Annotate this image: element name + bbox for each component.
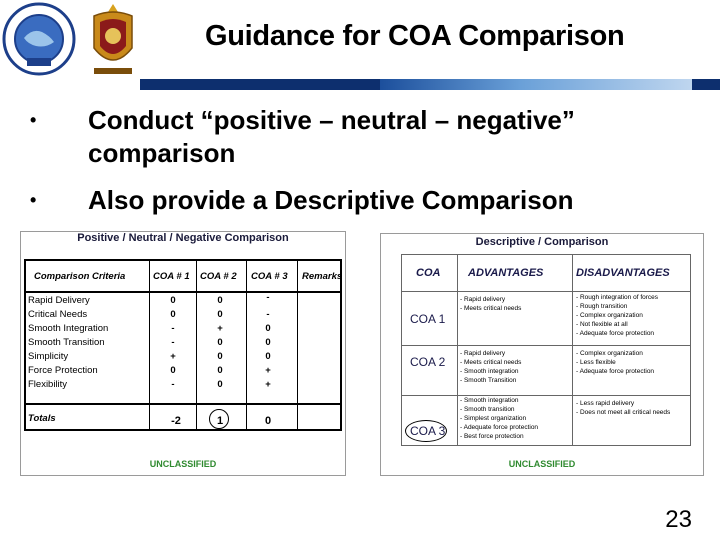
- coa1-score: 0: [170, 295, 176, 306]
- advantages-list: - Rapid delivery - Meets critical needs - Smooth integration - Smooth Transition: [460, 350, 522, 384]
- coa2-score: 0: [217, 379, 223, 390]
- table-row: [26, 379, 340, 393]
- coa2-total: 1: [216, 415, 224, 427]
- coa2-score: 0: [217, 309, 223, 320]
- classification-label: UNCLASSIFIED: [508, 459, 576, 469]
- criterion-label: Force Protection: [28, 365, 98, 376]
- coa2-score: 0: [217, 295, 223, 306]
- bullet-list: [30, 104, 700, 231]
- planning-academy-seal-icon: [2, 2, 76, 76]
- table-row: [26, 351, 340, 365]
- coa2-score: 0: [217, 351, 223, 362]
- coa3-total: 0: [264, 415, 272, 427]
- bullet-item: • Also provide a Descriptive Comparison: [30, 184, 700, 217]
- pnn-comparison-panel: [20, 231, 346, 476]
- header-coa1: COA # 1: [153, 271, 190, 282]
- coa1-score: 0: [170, 309, 176, 320]
- pnn-panel-title: Positive / Neutral / Negative Comparison: [77, 232, 289, 244]
- table-row: [26, 292, 340, 309]
- classification-label: UNCLASSIFIED: [149, 459, 217, 469]
- totals-label: Totals: [28, 413, 56, 424]
- advantages-list: - Smooth integration - Smooth transition - Simplest organization - Adequate force protection - Best force protection: [460, 397, 539, 440]
- bullet-text: Also provide a Descriptive Comparison: [88, 185, 574, 215]
- header-advantages: ADVANTAGES: [468, 267, 544, 279]
- coa2-score: 0: [217, 337, 223, 348]
- criterion-label: Simplicity: [28, 351, 69, 362]
- header-coa2: COA # 2: [200, 271, 237, 282]
- coa2-score: +: [217, 323, 223, 334]
- coa3-score: -: [266, 309, 270, 320]
- bullet-item: • Conduct “positive – neutral – negative” comparison: [30, 104, 700, 170]
- table-row: [26, 365, 340, 379]
- table-row: [26, 337, 340, 351]
- page-number: 23: [665, 506, 692, 533]
- disadvantages-list: - Complex organization - Less flexible - Adequate force protection: [576, 350, 655, 375]
- pnn-table: [24, 259, 342, 431]
- slide-title: Guidance for COA Comparison: [205, 20, 625, 52]
- descriptive-table: [401, 254, 691, 446]
- coa1-score: -: [171, 323, 175, 334]
- header-disadvantages: DISADVANTAGES: [576, 267, 670, 279]
- coa-label: COA 1: [410, 312, 446, 326]
- bullet-text: Conduct “positive – neutral – negative” comparison: [88, 105, 575, 168]
- table-row: [26, 323, 340, 337]
- coa1-score: -: [171, 379, 175, 390]
- coa1-score: -: [171, 337, 175, 348]
- coa1-total: -2: [171, 415, 181, 427]
- coa1-score: +: [170, 351, 176, 362]
- coa-label: COA 2: [410, 355, 446, 369]
- coa2-total-circle: [209, 409, 229, 429]
- criterion-label: Critical Needs: [28, 309, 88, 320]
- coa-label: COA 3: [410, 424, 446, 438]
- title-underline-bar: [140, 79, 720, 90]
- advantages-list: - Rapid delivery - Meets critical needs: [460, 296, 522, 312]
- coa3-score: 0: [265, 351, 271, 362]
- coa2-score: 0: [217, 365, 223, 376]
- coa3-score: +: [265, 379, 271, 390]
- totals-row: [26, 403, 340, 431]
- header-coa: COA: [416, 267, 441, 279]
- coa3-score: -: [266, 292, 270, 303]
- criterion-label: Flexibility: [28, 379, 68, 390]
- coa3-score: 0: [265, 323, 271, 334]
- coa1-score: 0: [170, 365, 176, 376]
- header-criteria: Comparison Criteria: [34, 271, 126, 282]
- coa3-score: 0: [265, 337, 271, 348]
- disadvantages-list: - Less rapid delivery - Does not meet all critical needs: [576, 400, 671, 416]
- criterion-label: Rapid Delivery: [28, 295, 90, 306]
- criterion-label: Smooth Integration: [28, 323, 109, 334]
- header-coa3: COA # 3: [251, 271, 288, 282]
- royal-crest-icon: [88, 2, 138, 78]
- coa3-score: +: [265, 365, 271, 376]
- descriptive-panel-title: Descriptive / Comparison: [475, 236, 609, 248]
- pnn-table-header: [26, 261, 343, 293]
- table-row: [26, 309, 340, 323]
- header-remarks: Remarks: [302, 271, 343, 282]
- criterion-label: Smooth Transition: [28, 337, 105, 348]
- descriptive-comparison-panel: [380, 233, 704, 476]
- disadvantages-list: - Rough integration of forces - Rough transition - Complex organization - Not flexible at all - Adequate force protection: [576, 294, 659, 337]
